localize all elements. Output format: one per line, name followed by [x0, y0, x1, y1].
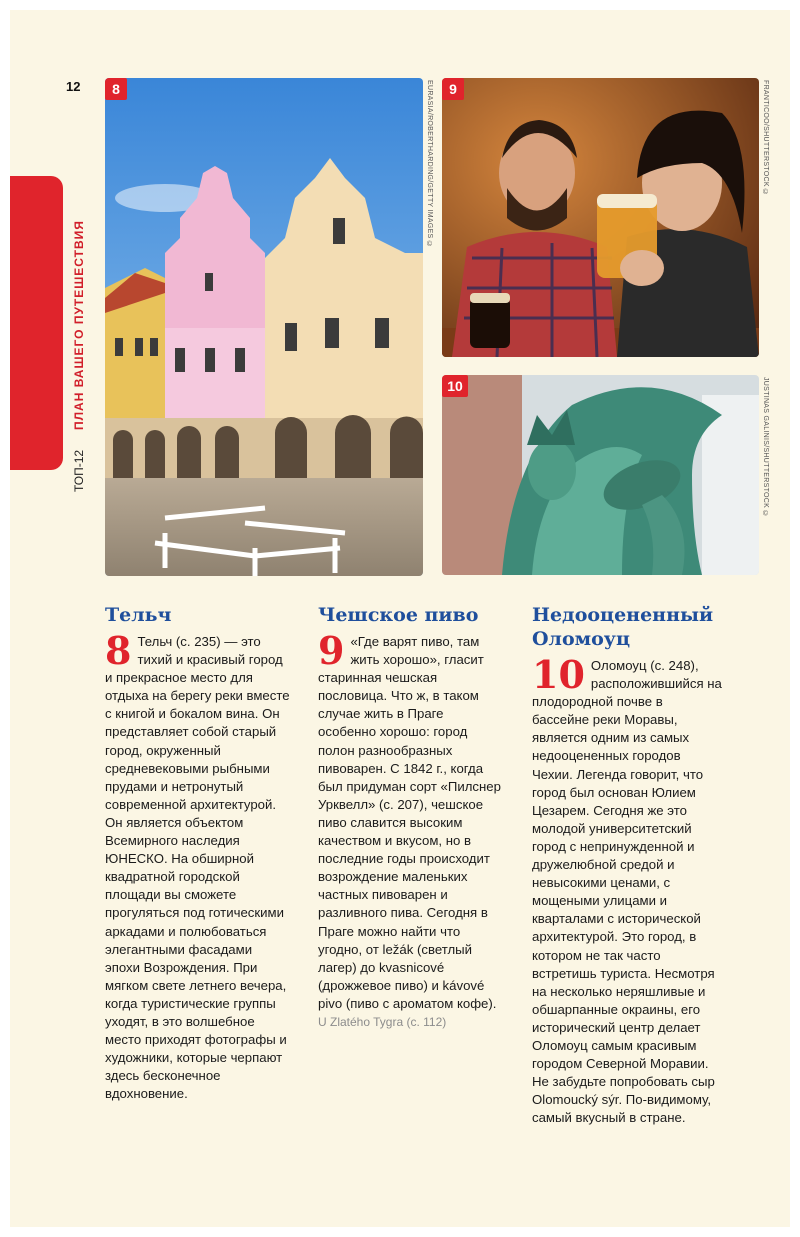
photo-credit: EURASIA/ROBERTHARDING/GETTY IMAGES ©	[426, 80, 433, 249]
section-subtitle: ТОП-12	[72, 449, 86, 492]
photo-telc	[105, 78, 423, 576]
article-czech-beer	[318, 603, 504, 1031]
photo-number-badge: 9	[442, 78, 464, 100]
article-text: «Где варят пиво, там жить хорошо», гласит старинная чешская пословица. Что ж, в таком случае жить в Праге особенно хорошо: город полон разнообразных пивоварен. С 1842 г., когда был придуман сорт «Пилснер Урквелл» (с. 207), чешское пиво славится высоким качеством и вкусом, но в последние годы происходит возрождение маленьких частных пивоварен и разливного пива. Сегодня в Праге можно найти что угодно, от ležák (светлый лагер) до kvasnicové (дрожжевое пиво) и kávové pivo (пиво с ароматом кофе).	[318, 634, 501, 1011]
section-title: ПЛАН ВАШЕГО ПУТЕШЕСТВИЯ	[72, 220, 86, 430]
article-text: Тельч (с. 235) — это тихий и красивый город и прекрасное место для отдыха на берегу реки вместе с книгой и бокалом вина. Он представляет собой старый город, окруженный средневековыми рыбными прудами и нетронутый современной архитектурой. Он является объектом Всемирного наследия ЮНЕСКО. На обширной квадратной городской площади вы сможете прогуляться под готическими аркадами и полюбоваться элегантными фасадами эпохи Возрождения. При мягком свете летнего вечера, когда туристические группы уходят, в это волшебное место приходят фотографы и художники, которые черпают здесь бесконечное вдохновение.	[105, 634, 290, 1102]
article-body	[105, 628, 290, 1103]
photo-number-badge: 8	[105, 78, 127, 100]
article-olomouc	[532, 603, 722, 1127]
article-title: Чешское пиво	[318, 604, 479, 626]
article-text: Оломоуц (с. 248), расположившийся на плодородной почве в бассейне реки Моравы, является одним из самых недооцененных городов Чехии. Легенда говорит, что город был основан Юлием Цезарем. Сегодня же это молодой университетский город с непринужденной и дружелюбной средой и невысокими ценами, с мощеными улицами и кварталами с исторической архитектурой. Это город, в котором не так часто встретишь туриста. Несмотря на несколько неряшливые и обшарпанные окраины, его исторический центр делает Оломоуц самым красивым городом Северной Моравии. Не забудьте попробовать сыр Olomoucký sýr. По-видимому, самый вкусный в стране.	[532, 658, 722, 1126]
photo-credit: FRANTICOO/SHUTTERSTOCK ©	[762, 80, 769, 197]
article-telc	[105, 603, 290, 1103]
article-reference: U Zlatého Tygra (с. 112)	[318, 1014, 447, 1029]
article-number: 10	[532, 652, 585, 697]
article-title: Недооцененный Оломоуц	[532, 604, 714, 650]
page-number: 12	[66, 79, 81, 94]
section-tab	[10, 176, 63, 470]
photo-number-badge: 10	[442, 375, 468, 397]
article-body	[532, 652, 722, 1127]
photo-credit: JUSTINAS GALINIS/SHUTTERSTOCK ©	[762, 377, 769, 518]
article-number: 9	[318, 628, 345, 673]
photo-olomouc	[442, 375, 759, 575]
article-title: Тельч	[105, 604, 172, 626]
article-body	[318, 628, 504, 1031]
photo-beer	[442, 78, 759, 357]
article-number: 8	[105, 628, 132, 673]
